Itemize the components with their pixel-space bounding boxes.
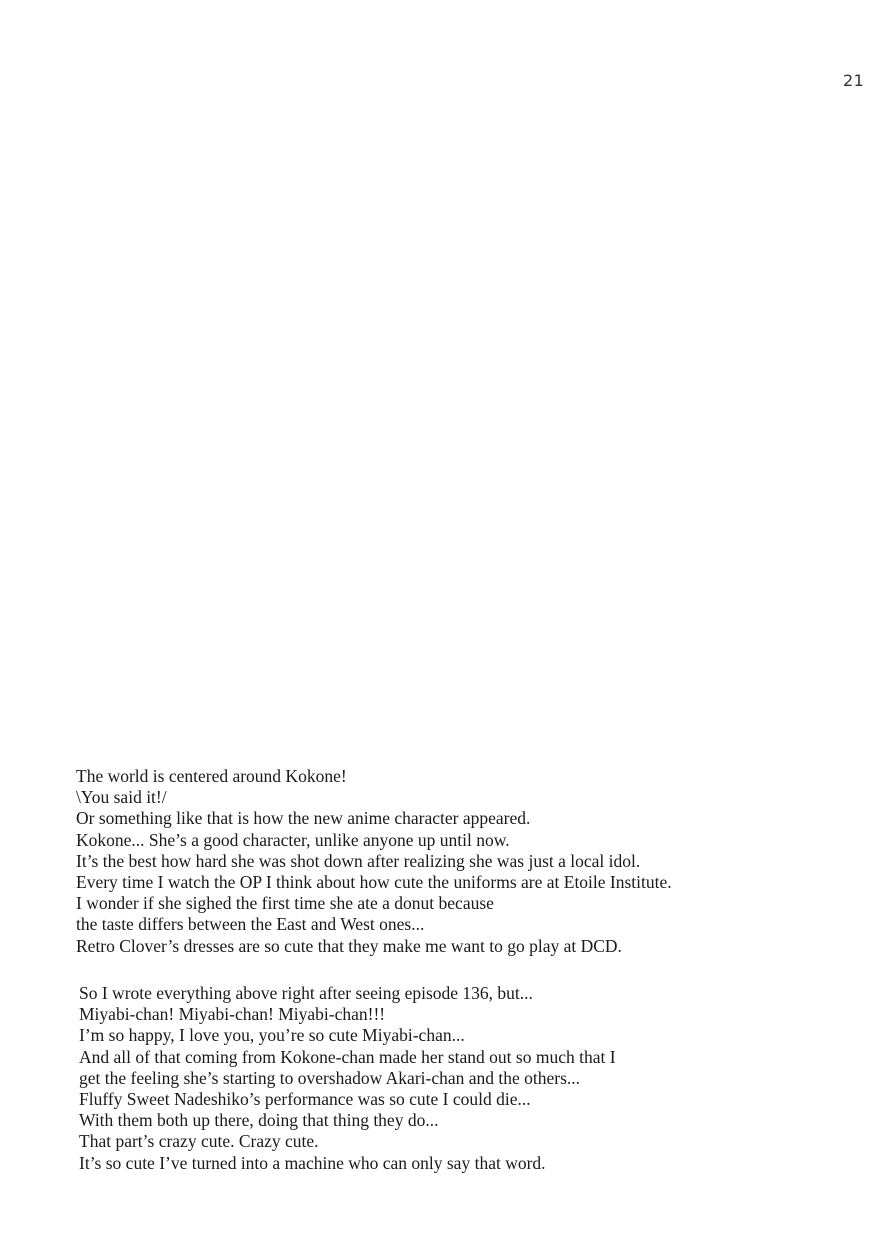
paragraph-1-line: the taste differs between the East and West ones... bbox=[76, 914, 425, 935]
paragraph-1-line: The world is centered around Kokone! bbox=[76, 766, 347, 786]
paragraph-1-line: \You said it!/ bbox=[76, 787, 167, 808]
paragraph-2-line: I’m so happy, I love you, you’re so cute Miyabi-chan... bbox=[79, 1025, 465, 1046]
paragraph-2-line: With them both up there, doing that thing they do... bbox=[79, 1110, 439, 1131]
page-number: 21 bbox=[843, 71, 865, 90]
paragraph-2 bbox=[79, 983, 616, 1174]
paragraph-2-line: That part’s crazy cute. Crazy cute. bbox=[79, 1131, 319, 1152]
paragraph-2-line: get the feeling she’s starting to overshadow Akari-chan and the others... bbox=[79, 1067, 581, 1088]
paragraph-1-line: Every time I watch the OP I think about how cute the uniforms are at Etoile Institute. bbox=[76, 871, 672, 892]
paragraph-1-line: Kokone... She’s a good character, unlike anyone up until now. bbox=[76, 829, 510, 850]
paragraph-1 bbox=[76, 766, 672, 957]
paragraph-1-line: It’s the best how hard she was shot down after realizing she was just a local idol. bbox=[76, 850, 641, 871]
paragraph-2-line: Fluffy Sweet Nadeshiko’s performance was so cute I could die... bbox=[79, 1088, 531, 1109]
paragraph-2-line: It’s so cute I’ve turned into a machine who can only say that word. bbox=[79, 1152, 546, 1173]
paragraph-2-line: So I wrote everything above right after seeing episode 136, but... bbox=[79, 983, 533, 1003]
paragraph-1-line: Or something like that is how the new anime character appeared. bbox=[76, 808, 531, 829]
paragraph-1-line: I wonder if she sighed the first time she ate a donut because bbox=[76, 893, 494, 914]
paragraph-2-line: And all of that coming from Kokone-chan made her stand out so much that I bbox=[79, 1046, 616, 1067]
paragraph-2-line: Miyabi-chan! Miyabi-chan! Miyabi-chan!!! bbox=[79, 1004, 386, 1025]
paragraph-1-line: Retro Clover’s dresses are so cute that they make me want to go play at DCD. bbox=[76, 935, 622, 956]
